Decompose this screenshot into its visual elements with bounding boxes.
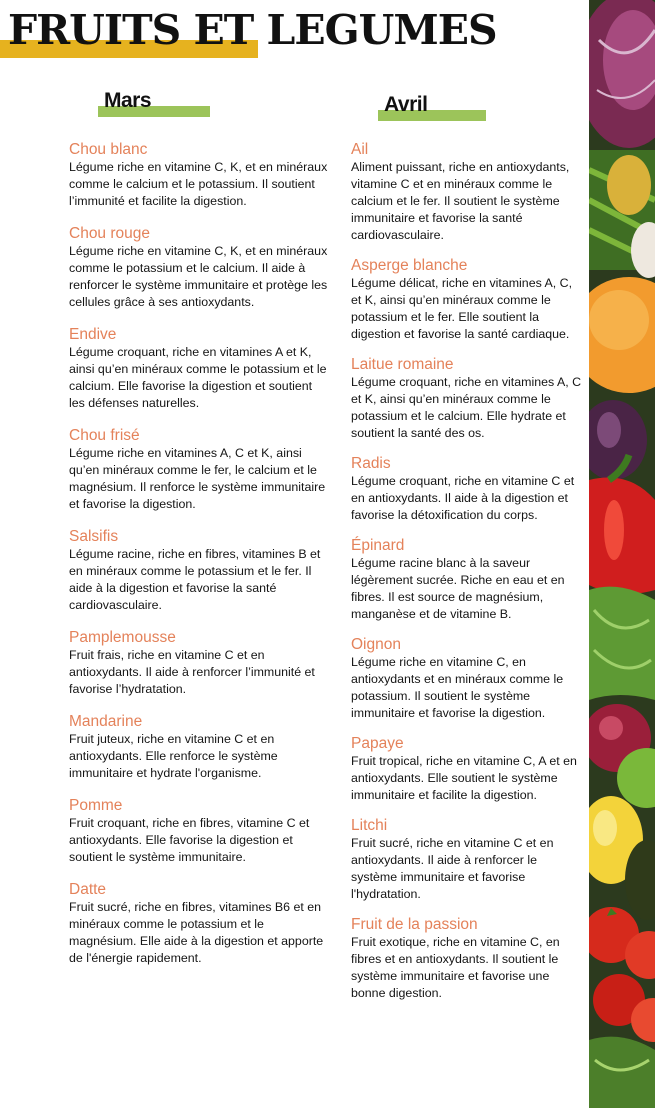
- avril-column: [351, 140, 583, 1014]
- item-description: Légume riche en vitamine C, K, et en minéraux comme le potassium et le calcium. Il aide à renforcer le système immunitaire et protège les cellules grâce à ses antioxydants.: [69, 244, 328, 309]
- list-item: [351, 536, 583, 623]
- item-description: Légume riche en vitamine C, en antioxydants et en minéraux comme le potassium. Il soutient le système immunitaire et favorise la digestion.: [351, 655, 564, 720]
- item-description: Fruit sucré, riche en vitamine C et en antioxydants. Il aide à renforcer le système immunitaire et favorise l'hydratation.: [351, 836, 554, 901]
- list-item: [351, 816, 583, 903]
- item-name: Laitue romaine: [351, 356, 454, 373]
- item-name: Salsifis: [69, 528, 119, 545]
- item-name: Pamplemousse: [69, 629, 176, 646]
- item-name: Asperge blanche: [351, 257, 468, 274]
- list-item: [351, 915, 583, 1002]
- item-name: Endive: [69, 326, 117, 343]
- list-item: [69, 426, 331, 513]
- item-name: Épinard: [351, 537, 405, 554]
- item-description: Fruit croquant, riche en fibres, vitamine C et antioxydants. Elle favorise la digestion et soutient le système immunitaire.: [69, 816, 310, 864]
- item-description: Légume croquant, riche en vitamines A, C et K, ainsi qu’en minéraux comme le potassium et le calcium. Elle hydrate et soutient la santé des os.: [351, 375, 582, 440]
- list-item: [351, 734, 583, 804]
- produce-photo-strip: [589, 0, 655, 1108]
- list-item: [69, 224, 331, 311]
- item-description: Légume croquant, riche en vitamine C et en antioxydants. Il aide à la digestion et favorise la détoxification du corps.: [351, 474, 575, 522]
- list-item: [69, 527, 331, 614]
- item-description: Légume délicat, riche en vitamines A, C, et K, ainsi qu’en minéraux comme le potassium et le fer. Elle soutient la digestion et favorise la santé cardiaque.: [351, 276, 573, 341]
- month-header-avril: [378, 93, 486, 121]
- list-item: [351, 256, 583, 343]
- list-item: [351, 140, 583, 244]
- item-description: Fruit tropical, riche en vitamine C, A et en antioxydants. Elle soutient le système immunitaire et facilite la digestion.: [351, 754, 577, 802]
- produce-image: [589, 0, 655, 1108]
- item-description: Légume racine blanc à la saveur légèrement sucrée. Riche en eau et en fibres. Il est source de magnésium, manganèse et de vitamine B.: [351, 556, 565, 621]
- item-description: Légume riche en vitamines A, C et K, ainsi qu’en minéraux comme le fer, le calcium et le magnésium. Il renforce le système immunitaire et favorise la digestion.: [69, 446, 326, 511]
- item-description: Fruit exotique, riche en vitamine C, en fibres et en antioxydants. Il soutient le système immunitaire et favorise une bonne digestion.: [351, 935, 560, 1000]
- list-item: [351, 454, 583, 524]
- month-label: Mars: [104, 89, 152, 112]
- item-name: Pomme: [69, 797, 123, 814]
- item-description: Légume croquant, riche en vitamines A et K, ainsi qu’en minéraux comme le potassium et le calcium. Elle favorise la digestion et soutient les défenses naturelles.: [69, 345, 327, 410]
- item-name: Radis: [351, 455, 391, 472]
- item-description: Légume racine, riche en fibres, vitamines B et en minéraux comme le potassium et le fer. Il aide à la digestion et favorise la santé cardiovasculaire.: [69, 547, 321, 612]
- month-label: Avril: [384, 93, 428, 116]
- list-item: [69, 628, 331, 698]
- item-description: Légume riche en vitamine C, K, et en minéraux comme le calcium et le potassium. Il soutient l’immunité et facilite la digestion.: [69, 160, 328, 208]
- list-item: [69, 140, 331, 210]
- mars-column: [69, 140, 331, 981]
- item-name: Mandarine: [69, 713, 143, 730]
- item-name: Litchi: [351, 817, 388, 834]
- list-item: [69, 712, 331, 782]
- item-name: Chou blanc: [69, 141, 148, 158]
- page-title: FRUITS ET LEGUMES: [8, 6, 497, 54]
- item-description: Fruit juteux, riche en vitamine C et en antioxydants. Elle renforce le système immunitaire et hydrate l'organisme.: [69, 732, 278, 780]
- item-name: Ail: [351, 141, 369, 158]
- item-description: Aliment puissant, riche en antioxydants, vitamine C et en minéraux comme le calcium et le fer. Il soutient le système immunitaire et favorise la santé cardiovasculaire.: [351, 160, 570, 242]
- list-item: [69, 796, 331, 866]
- item-name: Papaye: [351, 735, 404, 752]
- month-header-mars: [98, 89, 210, 117]
- item-name: Datte: [69, 881, 107, 898]
- item-description: Fruit frais, riche en vitamine C et en antioxydants. Il aide à renforcer l’immunité et favorise l’hydratation.: [69, 648, 315, 696]
- item-name: Oignon: [351, 636, 401, 653]
- item-name: Fruit de la passion: [351, 916, 478, 933]
- item-name: Chou frisé: [69, 427, 140, 444]
- list-item: [351, 635, 583, 722]
- item-name: Chou rouge: [69, 225, 151, 242]
- item-description: Fruit sucré, riche en fibres, vitamines B6 et en minéraux comme le potassium et le magnésium. Elle aide à la digestion et apporte de l'énergie rapidement.: [69, 900, 324, 965]
- list-item: [69, 880, 331, 967]
- list-item: [351, 355, 583, 442]
- list-item: [69, 325, 331, 412]
